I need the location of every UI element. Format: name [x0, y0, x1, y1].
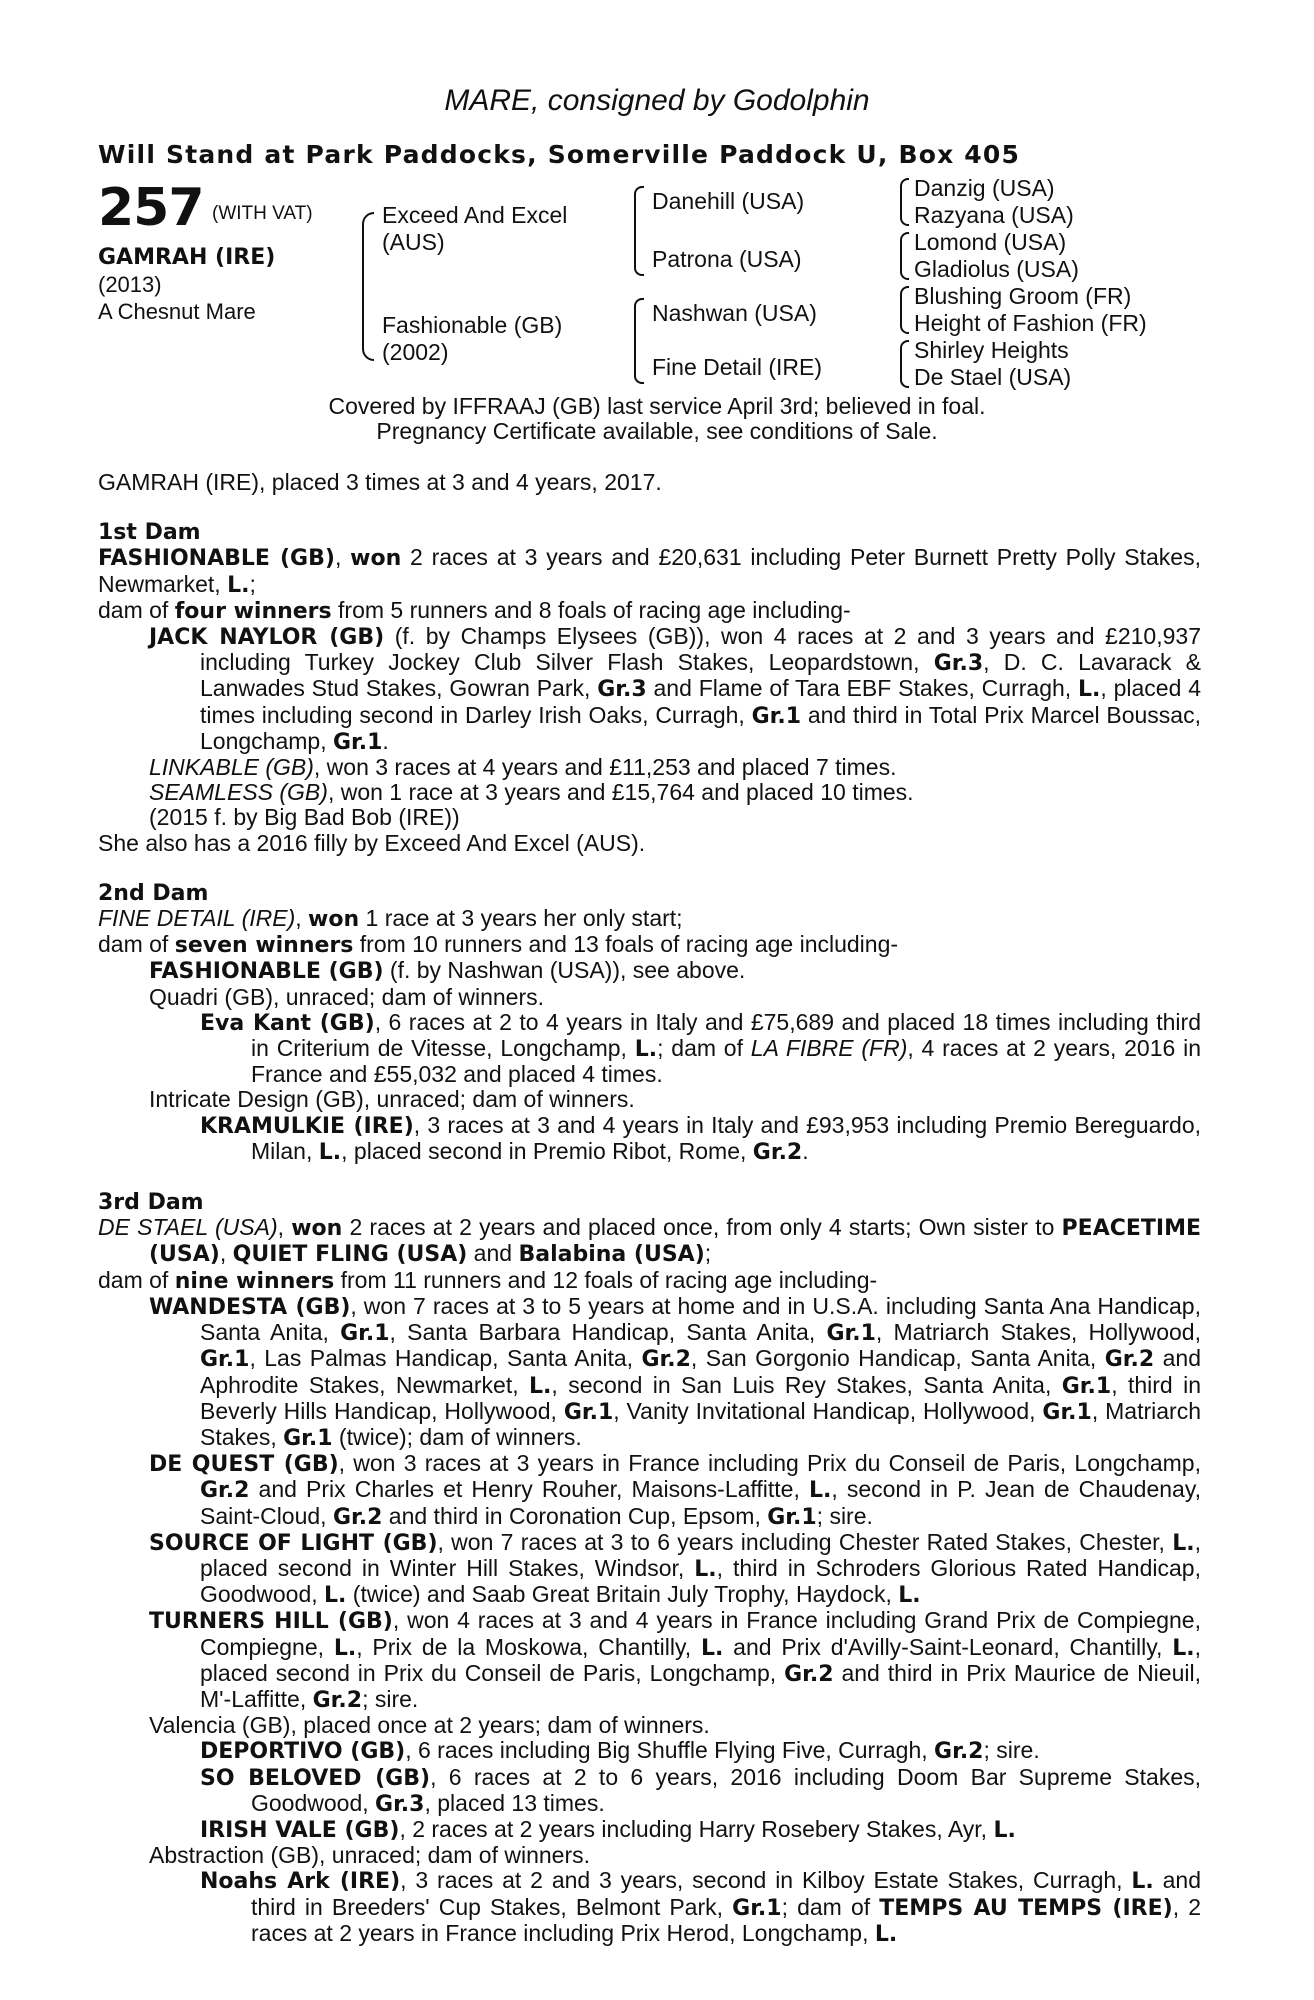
pedigree-brace-main: [362, 212, 374, 361]
foal-seamless: SEAMLESS (GB), won 1 race at 3 years and £15,764 and placed 10 times.: [149, 779, 914, 806]
pedigree-notes: [98, 470, 1201, 1947]
foal-intricate-design: Intricate Design (GB), unraced; dam of winners.: [149, 1086, 635, 1113]
second-dam-produce: dam of seven winners from 10 runners and 13 foals of racing age including-: [98, 931, 899, 959]
horse-details: [98, 244, 275, 325]
third-dam-record: DE STAEL (USA), won 2 races at 2 years and placed once, from only 4 starts; Own sister to PEACETIME (USA), QUIET FLING (USA) and Balabina (USA);: [98, 1214, 1202, 1268]
covered-line-1: Covered by IFFRAAJ (GB) last service April 3rd; believed in foal.: [328, 393, 986, 419]
foal-eva-kant: Eva Kant (GB), 6 races at 2 to 4 years in Italy and £75,689 and placed 18 times including third in Criterium de Vitesse, Longchamp, L.; dam of LA FIBRE (FR), 4 races at 2 years, 2016 in France and £55,032 and placed 4 times.: [200, 1008, 1201, 1088]
horse-description: A Chesnut Mare: [98, 299, 256, 324]
foal-valencia: Valencia (GB), placed once at 2 years; dam of winners.: [149, 1712, 710, 1739]
foal-fashionable: FASHIONABLE (GB) (f. by Nashwan (USA)), see above.: [149, 957, 746, 985]
pedigree-dam-dam: Fine Detail (IRE): [652, 354, 822, 380]
foal-turners-hill: TURNERS HILL (GB), won 4 races at 3 and 4 years in France including Grand Prix de Compiegne, Compiegne, L., Prix de la Moskowa, Chantilly, L. and Prix d'Avilly-Saint-Leonard, Chantilly, L., placed second in Prix du Conseil de Paris, Longchamp, Gr.2 and third in Prix Maurice de Nieuil, M'-Laffitte, Gr.2; sire.: [149, 1607, 1201, 1713]
third-dam-heading: 3rd Dam: [98, 1190, 204, 1216]
pedigree-dsd: Height of Fashion (FR): [914, 310, 1147, 336]
foal-source-of-light: SOURCE OF LIGHT (GB), won 7 races at 3 to 6 years including Chester Rated Stakes, Chester, L., placed second in Winter Hill Stakes, Windsor, L., third in Schroders Glorious Rated Handicap, Goodwood, L. (twice) and Saab Great Britain July Trophy, Haydock, L.: [149, 1528, 1201, 1609]
foal-irish-vale: IRISH VALE (GB), 2 races at 2 years including Harry Rosebery Stakes, Ayr, L.: [200, 1815, 1016, 1843]
foal-2015: (2015 f. by Big Bad Bob (IRE)): [149, 804, 460, 831]
sire-name: Exceed And Excel: [382, 202, 568, 228]
pedigree-dss: Blushing Groom (FR): [914, 283, 1132, 309]
foal-deportivo: DEPORTIVO (GB), 6 races including Big Shuffle Flying Five, Curragh, Gr.2; sire.: [200, 1737, 1040, 1765]
pedigree-ssd: Razyana (USA): [914, 202, 1074, 228]
foal-wandesta: WANDESTA (GB), won 7 races at 3 to 5 years at home and in U.S.A. including Santa Ana Handicap, Santa Anita, Gr.1, Santa Barbara Handicap, Santa Anita, Gr.1, Matriarch Stakes, Hollywood, Gr.1, Las Palmas Handicap, Santa Anita, Gr.2, San Gorgonio Handicap, Santa Anita, Gr.2 and Aphrodite Stakes, Newmarket, L., second in San Luis Rey Stakes, Santa Anita, Gr.1, third in Beverly Hills Handicap, Hollywood, Gr.1, Vanity Invitational Handicap, Hollywood, Gr.1, Matriarch Stakes, Gr.1 (twice); dam of winners.: [149, 1292, 1201, 1451]
first-dam-heading: 1st Dam: [98, 520, 201, 546]
foal-abstraction: Abstraction (GB), unraced; dam of winners.: [149, 1842, 591, 1869]
foal-so-beloved: SO BELOVED (GB), 6 races at 2 to 6 years, 2016 including Doom Bar Supreme Stakes, Goodwood, Gr.3, placed 13 times.: [200, 1763, 1202, 1817]
pedigree-sds: Lomond (USA): [914, 229, 1067, 255]
second-dam-record: FINE DETAIL (IRE), won 1 race at 3 years her only start;: [98, 905, 683, 933]
second-dam-heading: 2nd Dam: [98, 880, 209, 906]
pedigree-brace-ss: [900, 178, 909, 226]
sire-country: (AUS): [382, 229, 445, 255]
foal-noahs-ark: Noahs Ark (IRE), 3 races at 2 and 3 years, second in Kilboy Estate Stakes, Curragh, L. and third in Breeders' Cup Stakes, Belmont Park, Gr.1; dam of TEMPS AU TEMPS (IRE), 2 races at 2 years in France including Prix Herod, Longchamp, L.: [200, 1867, 1202, 1947]
third-dam-produce: dam of nine winners from 11 runners and 12 foals of racing age including-: [98, 1266, 878, 1294]
page-title: MARE, consigned by Godolphin: [444, 84, 870, 117]
stand-location: Will Stand at Park Paddocks, Somerville Paddock U, Box 405: [98, 140, 1021, 169]
pedigree-sire-sire: Danehill (USA): [652, 188, 805, 214]
horse-name: GAMRAH (IRE): [98, 245, 276, 270]
pedigree-sire-dam: Patrona (USA): [652, 246, 802, 272]
race-summary: GAMRAH (IRE), placed 3 times at 3 and 4 years, 2017.: [98, 469, 662, 495]
foal-kramulkie: KRAMULKIE (IRE), 3 races at 3 and 4 years in Italy and £93,953 including Premio Bereguardo, Milan, L., placed second in Premio Ribot, Rome, Gr.2.: [200, 1111, 1202, 1165]
lot-number: 257: [98, 178, 204, 238]
pedigree-ddd: De Stael (USA): [914, 364, 1072, 390]
covered-notice: [0, 394, 1314, 444]
pedigree-sdd: Gladiolus (USA): [914, 256, 1079, 282]
foal-quadri: Quadri (GB), unraced; dam of winners.: [149, 983, 544, 1010]
pedigree-dds: Shirley Heights: [914, 337, 1069, 363]
pedigree-brace-sd: [900, 232, 909, 280]
vat-label: (WITH VAT): [212, 203, 313, 224]
pedigree-brace-ds: [900, 286, 909, 334]
pedigree-sire: [382, 202, 567, 256]
pedigree-sss: Danzig (USA): [914, 175, 1055, 201]
pedigree-brace-dam: [634, 298, 644, 384]
foal-de-quest: DE QUEST (GB), won 3 races at 3 years in France including Prix du Conseil de Paris, Longchamp, Gr.2 and Prix Charles et Henry Rouher, Maisons-Laffitte, L., second in P. Jean de Chaudenay, Saint-Cloud, Gr.2 and third in Coronation Cup, Epsom, Gr.1; sire.: [149, 1450, 1201, 1530]
foal-linkable: LINKABLE (GB), won 3 races at 4 years and £11,253 and placed 7 times.: [149, 754, 897, 781]
dam-year: (2002): [382, 339, 449, 365]
dam-name: Fashionable (GB): [382, 312, 563, 338]
lot-number-block: [98, 178, 313, 238]
pedigree-brace-sire: [634, 186, 644, 276]
pedigree-dam-sire: Nashwan (USA): [652, 300, 817, 326]
pedigree-brace-dd: [900, 340, 909, 388]
first-dam-also: She also has a 2016 filly by Exceed And Excel (AUS).: [98, 829, 646, 856]
first-dam-produce: dam of four winners from 5 runners and 8 foals of racing age including-: [98, 596, 851, 624]
first-dam-record: FASHIONABLE (GB), won 2 races at 3 years and £20,631 including Peter Burnett Pretty Polly Stakes, Newmarket, L.;: [98, 544, 1201, 598]
foal-jack-naylor: JACK NAYLOR (GB) (f. by Champs Elysees (GB)), won 4 races at 2 and 3 years and £210,937 including Turkey Jockey Club Silver Flash Stakes, Leopardstown, Gr.3, D. C. Lavarack & Lanwades Stud Stakes, Gowran Park, Gr.3 and Flame of Tara EBF Stakes, Curragh, L., placed 4 times including second in Darley Irish Oaks, Curragh, Gr.1 and third in Total Prix Marcel Boussac, Longchamp, Gr.1.: [149, 623, 1202, 755]
covered-line-2: Pregnancy Certificate available, see conditions of Sale.: [376, 418, 938, 444]
pedigree-dam: [382, 312, 562, 366]
horse-year: (2013): [98, 272, 162, 297]
